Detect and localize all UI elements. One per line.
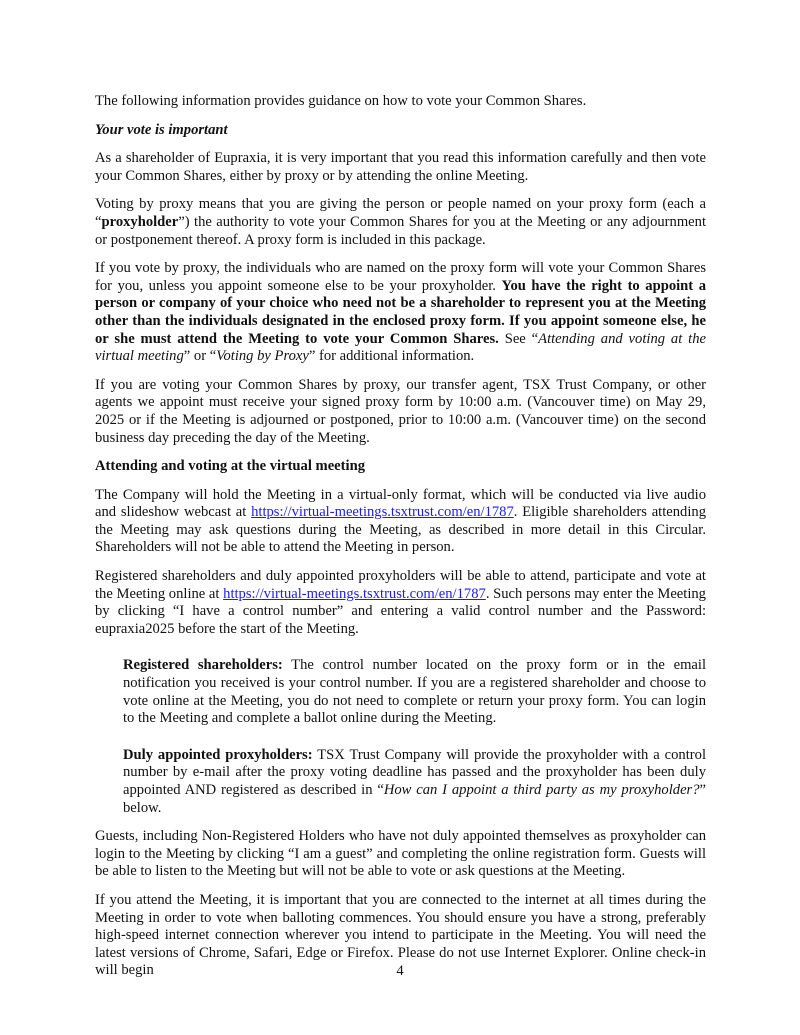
paragraph-internet-requirements: If you attend the Meeting, it is important that you are connected to the internet at all times during the Meeting in order to vote when balloting commences. You should ensure you have a strong, preferably high-speed internet connection wherever you intend to participate in the Meeting. You will need the latest versions of Chrome, Safari, Edge or Firefox. Please do not use Internet Explorer. Online check-in will begin bbox=[95, 891, 706, 979]
text: ” for additional information. bbox=[308, 348, 475, 365]
text: The control number located on the proxy form or in the email notification you received is your control number. If you are a registered shareholder and choose to vote online at the Meeting, you do not need to complete or return your proxy form. You can login to the Meeting and complete a ballot online during the Meeting. bbox=[123, 657, 707, 727]
meeting-link[interactable]: https://virtual-meetings.tsxtrust.com/en/1787 bbox=[223, 585, 486, 602]
section-heading-vote-important: Your vote is important bbox=[95, 121, 228, 138]
text: TSX Trust Company will provide the proxyholder with a control number by e-mail after the proxy voting deadline has passed and the proxyholder has been duly appointed AND registered as described in “ bbox=[123, 746, 706, 798]
proxyholder-term: proxyholder bbox=[101, 213, 179, 230]
text: ” or “ bbox=[183, 348, 217, 365]
paragraph-appoint-proxy bbox=[95, 260, 706, 366]
meeting-link[interactable]: https://virtual-meetings.tsxtrust.com/en/1787 bbox=[251, 504, 514, 521]
paragraph-duly-appointed bbox=[123, 747, 706, 817]
paragraph-voting-by-proxy bbox=[95, 196, 706, 249]
page-number: 4 bbox=[396, 963, 404, 979]
cross-reference: Attending and voting at the virtual meeting bbox=[95, 330, 706, 365]
paragraph-shareholder: As a shareholder of Eupraxia, it is very important that you read this information carefully and then vote your Common Shares, either by proxy or by attending the online Meeting. bbox=[95, 150, 706, 184]
text: If you vote by proxy, the individuals who are named on the proxy form will vote your Common Shares for you, unless you appoint someone else to be your proxyholder. bbox=[95, 260, 706, 294]
paragraph-virtual-format bbox=[95, 487, 706, 557]
paragraph-deadline: If you are voting your Common Shares by proxy, our transfer agent, TSX Trust Company, or other agents we appoint must receive your signed proxy form by 10:00 a.m. (Vancouver time) on May 29, 2025 or if the Meeting is adjourned or postponed, prior to 10:00 a.m. (Vancouver time) on the second business day preceding the day of the Meeting. bbox=[95, 376, 706, 446]
text: Registered shareholders and duly appointed proxyholders will be able to attend, participate and vote at the Meeting online at bbox=[95, 568, 706, 602]
text: Voting by proxy means that you are giving the person or people named on your proxy form (each a “ bbox=[95, 196, 706, 230]
text: ”) the authority to vote your Common Shares for you at the Meeting or any adjournment or postponement thereof. A proxy form is included in this package. bbox=[95, 213, 706, 248]
section-heading-virtual-meeting: Attending and voting at the virtual meeting bbox=[95, 458, 365, 475]
label: Duly appointed proxyholders: bbox=[123, 746, 313, 763]
document-page bbox=[95, 93, 706, 991]
paragraph-registered-shareholders bbox=[123, 657, 706, 727]
text: ” below. bbox=[123, 782, 707, 816]
paragraph-guests: Guests, including Non-Registered Holders who have not duly appointed themselves as proxyholder can login to the Meeting by clicking “I am a guest” and completing the online registration form. Guests will be able to listen to the Meeting but will not be able to vote or ask questions at the Meeting. bbox=[95, 828, 706, 880]
cross-reference: Voting by Proxy bbox=[216, 348, 309, 365]
text: See “ bbox=[498, 330, 539, 347]
cross-reference: How can I appoint a third party as my proxyholder? bbox=[383, 782, 700, 798]
text: . Such persons may enter the Meeting by clicking “I have a control number” and entering a valid control number and the Password: eupraxia2025 before the start of the Meeting. bbox=[95, 585, 706, 637]
label: Registered shareholders: bbox=[123, 657, 283, 674]
text: The Company will hold the Meeting in a virtual-only format, which will be conducted via live audio and slideshow webcast at bbox=[95, 486, 706, 521]
text: . Eligible shareholders attending the Meeting may ask questions during the Meeting, as described in more detail in this Circular. Shareholders will not be able to attend the Meeting in person. bbox=[95, 504, 707, 556]
bold-notice: You have the right to appoint a person or company of your choice who need not be a shareholder to represent you at the Meeting other than the individuals designated in the enclosed proxy form. If you appoint someone else, he or she must attend the Meeting to vote your Common Shares. bbox=[95, 277, 707, 347]
intro-paragraph: The following information provides guidance on how to vote your Common Shares. bbox=[95, 93, 587, 109]
paragraph-registered-access bbox=[95, 568, 706, 638]
